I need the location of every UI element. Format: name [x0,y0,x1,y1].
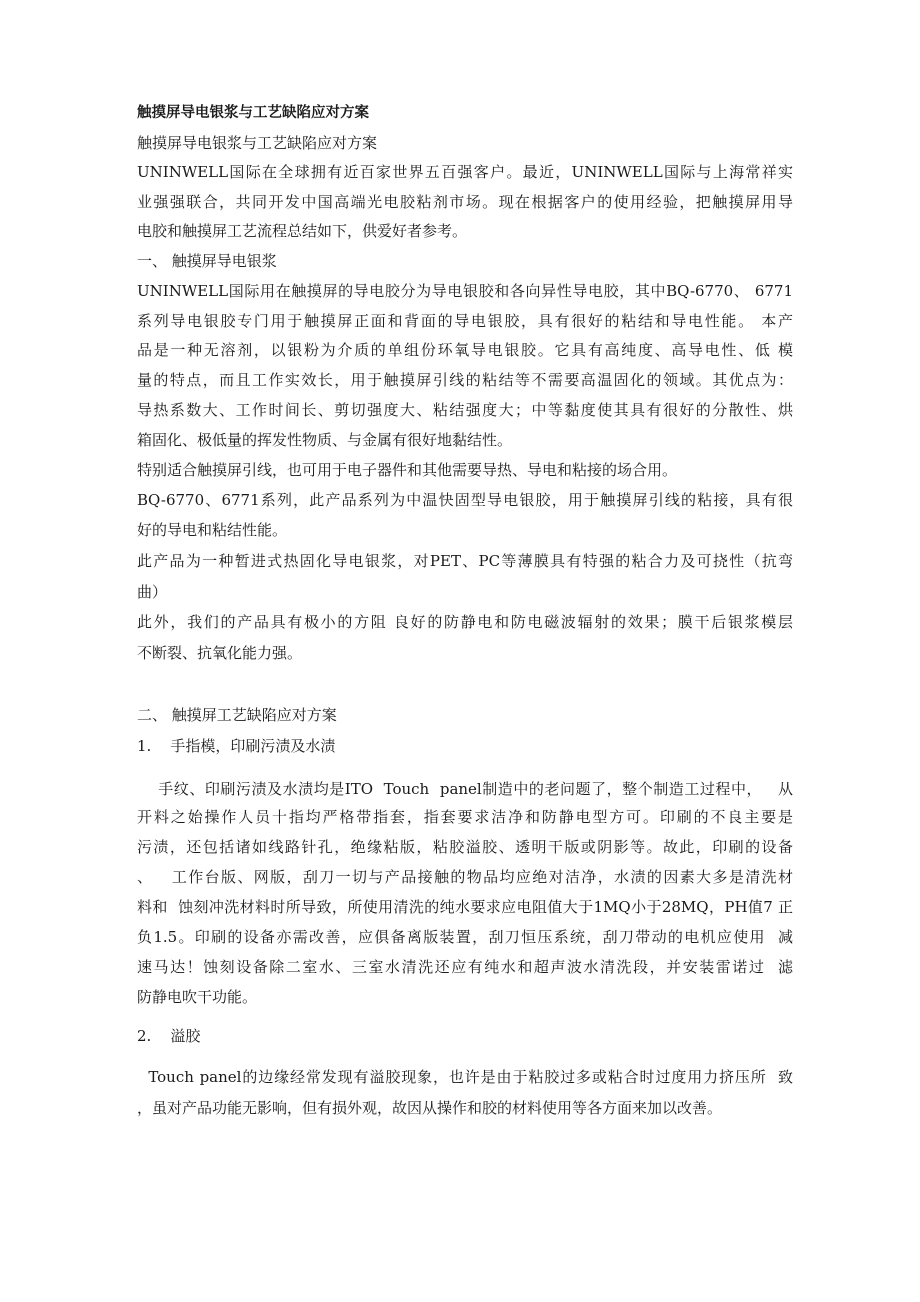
document-title: 触摸屏导电银浆与工艺缺陷应对方案 [137,105,369,121]
text-line: 开料之始操作人员十指均严格带指套，指套要求洁净和防静电型方可。印刷的不良主要是 [137,808,793,826]
item-heading: 1. 手指模，印刷污渍及水渍 [137,737,336,755]
text-line: 电胶和触摸屏工艺流程总结如下，供爱好者参考。 [137,222,468,240]
text-line: ，虽对产品功能无影响，但有损外观，故因从操作和胶的材料使用等各方面来加以改善。 [137,1099,723,1117]
text-line: 品是一种无溶剂，以银粉为介质的单组份环氧导电银胶。它具有高纯度、高导电性、低 模 [137,341,793,359]
text-line: 负1.5。印刷的设备亦需改善，应俱备离版装置，刮刀恒压系统，刮刀带动的电机应使用 减 [137,928,793,946]
document-subtitle: 触摸屏导电银浆与工艺缺陷应对方案 [137,134,378,152]
text-line: UNINWELL国际在全球拥有近百家世界五百强客户。最近，UNINWELL国际与上海常祥实 [137,163,793,181]
text-line: 不断裂、抗氧化能力强。 [137,644,303,662]
text-line: 导热系数大、工作时间长、剪切强度大、粘结强度大；中等黏度使其具有很好的分散性、烘 [137,401,793,419]
text-line: 污渍，还包括诸如线路针孔，绝缘粘版，粘胶溢胶、透明干版或阴影等。故此，印刷的设备 [137,838,793,856]
section-heading: 二、 触摸屏工艺缺陷应对方案 [137,706,337,724]
text-line: 箱固化、极低量的挥发性物质、与金属有很好地黏结性。 [137,431,513,449]
text-line: 料和 蚀刻冲洗材料时所导致，所使用清洗的纯水要求应电阻值大于1MQ小于28MQ，PH值7 正 [137,898,793,916]
text-line: 此外，我们的产品具有极小的方阻 良好的防静电和防电磁波辐射的效果；膜干后银浆模层 [137,613,793,631]
text-line: 速马达！蚀刻设备除二室水、三室水清洗还应有纯水和超声波水清洗段，并安装雷诺过 滤 [137,958,793,976]
text-line: 手纹、印刷污渍及水渍均是ITO Touch panel制造中的老问题了，整个制造工过程中， 从 [137,780,793,798]
text-line: 特别适合触摸屏引线，也可用于电子器件和其他需要导热、导电和粘接的场合用。 [137,461,678,479]
text-line: 防静电吹干功能。 [137,988,258,1006]
text-line: Touch panel的边缘经常发现有溢胶现象，也许是由于粘胶过多或粘合时过度用力挤压所 致 [137,1068,793,1086]
text-line: 、 工作台版、网版，刮刀一切与产品接触的物品均应绝对洁净，水渍的因素大多是清洗材 [137,868,793,886]
text-line: 业强强联合，共同开发中国高端光电胶粘剂市场。现在根据客户的使用经验，把触摸屏用导 [137,193,793,211]
text-line: BQ-6770、6771系列，此产品系列为中温快固型导电银胶，用于触摸屏引线的粘接，具有很 [137,491,793,509]
text-line: 系列导电银胶专门用于触摸屏正面和背面的导电银胶，具有很好的粘结和导电性能。 本产 [137,312,793,330]
text-line: 曲） [137,583,168,601]
section-heading: 一、 触摸屏导电银浆 [137,252,277,270]
text-line: UNINWELL国际用在触摸屏的导电胶分为导电银胶和各向异性导电胶，其中BQ-6770、 6771 [137,282,793,300]
text-line: 好的导电和粘结性能。 [137,521,288,539]
item-heading: 2. 溢胶 [137,1027,201,1045]
text-line: 量的特点，而且工作实效长，用于触摸屏引线的粘结等不需要高温固化的领域。其优点为： [137,371,793,389]
text-line: 此产品为一种暂进式热固化导电银浆，对PET、PC等薄膜具有特强的粘合力及可挠性（抗弯 [137,552,793,570]
